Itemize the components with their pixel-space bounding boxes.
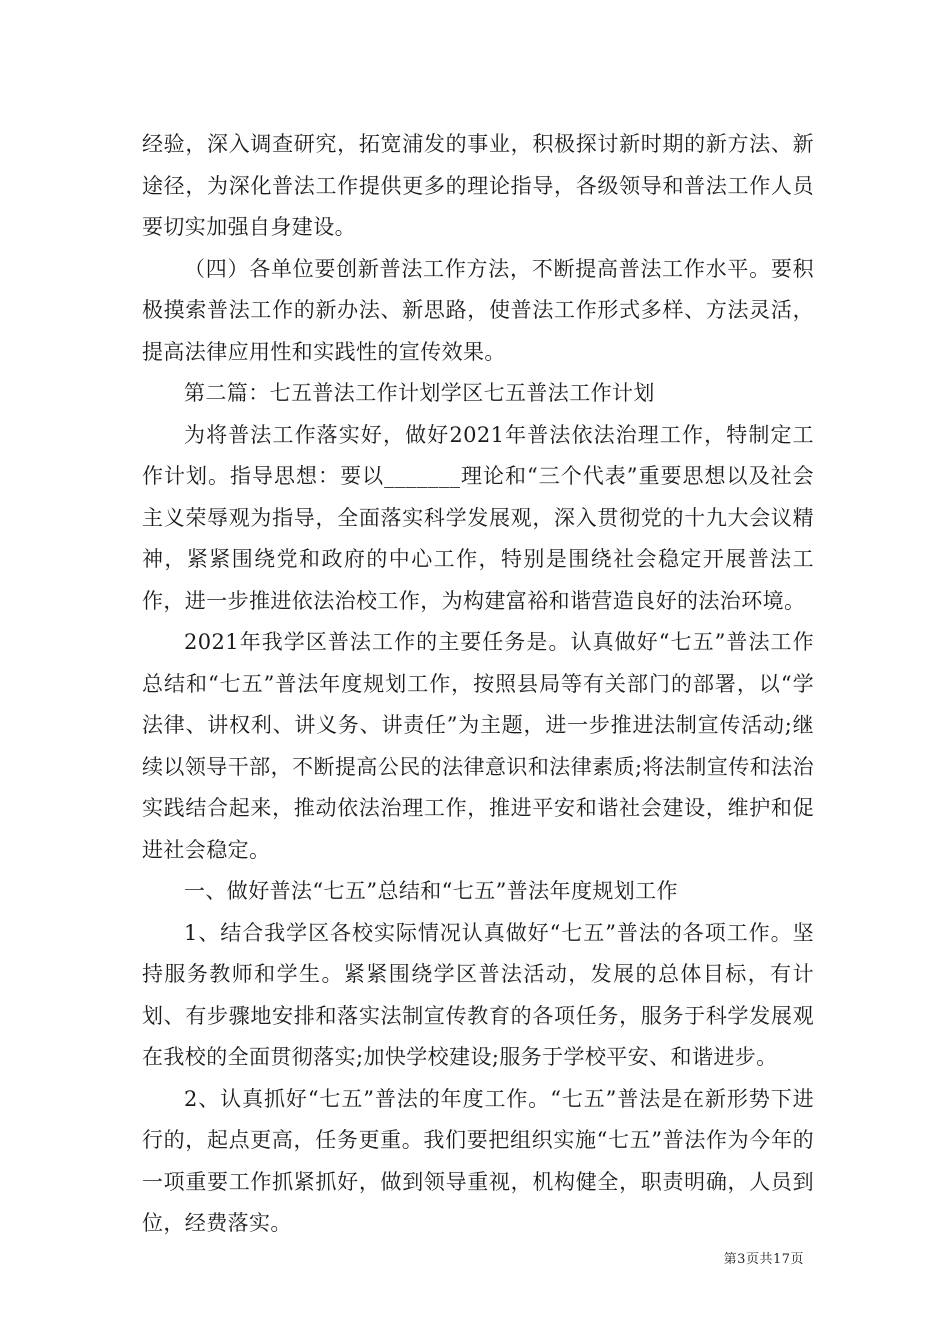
section-heading-one: 一、做好普法“七五”总结和“七五”普法年度规划工作: [184, 879, 678, 903]
paragraph-main-tasks: 2021年我学区普法工作的主要任务是。认真做好“七五”普法工作总结和“七五”普法年度规划工作，按照县局等有关部门的部署，以“学法律、讲权利、讲义务、讲责任”为主题，进一步推进法制宣传活动;继续以领导干部，不断提高公民的法律意识和法律素质;将法制宣传和法治实践结合起来，推动依法治理工作，推进平安和谐社会建设，维护和促进社会稳定。: [142, 630, 814, 862]
body-text: [142, 124, 814, 1245]
paragraph-section-four: （四）各单位要创新普法工作方法，不断提高普法工作水平。要积极摸索普法工作的新办法、新思路，使普法工作形式多样、方法灵活，提高法律应用性和实践性的宣传效果。: [142, 256, 814, 364]
chapter-heading: 第二篇：七五普法工作计划学区七五普法工作计划: [184, 381, 655, 405]
page-number: 第3页共17页: [723, 1252, 804, 1267]
paragraph-continuation: 经验，深入调查研究，拓宽浦发的事业，积极探讨新时期的新方法、新途径，为深化普法工作提供更多的理论指导，各级领导和普法工作人员要切实加强自身建设。: [142, 132, 814, 239]
paragraph-guiding-thought: 为将普法工作落实好，做好2021年普法依法治理工作，特制定工作计划。指导思想：要以_______理论和“三个代表”重要思想以及社会主义荣辱观为指导，全面落实科学发展观，深入贯彻党的十九大会议精神，紧紧围绕党和政府的中心工作，特别是围绕社会稳定开展普法工作，进一步推进依法治校工作，为构建富裕和谐营造良好的法治环境。: [142, 422, 814, 613]
paragraph-item-two: 2、认真抓好“七五”普法的年度工作。“七五”普法是在新形势下进行的，起点更高，任务更重。我们要把组织实施“七五”普法作为今年的一项重要工作抓紧抓好，做到领导重视，机构健全，职责明确，人员到位，经费落实。: [142, 1086, 814, 1235]
paragraph-item-one: 1、结合我学区各校实际情况认真做好“七五”普法的各项工作。坚持服务教师和学生。紧紧围绕学区普法活动，发展的总体目标，有计划、有步骤地安排和落实法制宣传教育的各项任务，服务于科学发展观在我校的全面贯彻落实;加快学校建设;服务于学校平安、和谐进步。: [142, 920, 814, 1069]
